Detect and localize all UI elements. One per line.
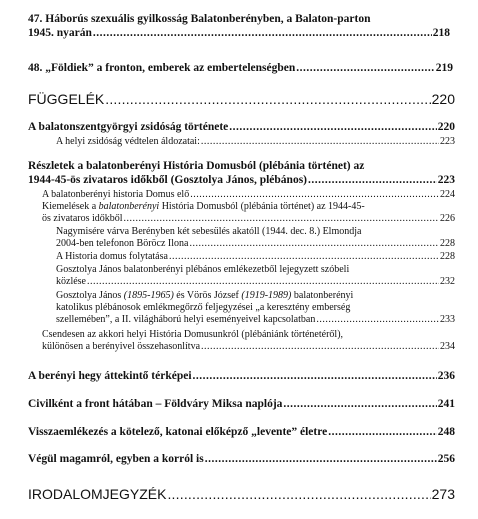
dot-leader bbox=[229, 121, 436, 135]
toc-subentry-priests-notes[interactable] bbox=[0, 290, 455, 326]
toc-subentry-historia-highlights[interactable] bbox=[0, 201, 455, 225]
toc-entry-about-myself[interactable] bbox=[0, 453, 455, 467]
dot-leader bbox=[167, 486, 430, 503]
page-number: 241 bbox=[437, 398, 455, 410]
toc-subentry-historia-intro[interactable] bbox=[0, 189, 455, 201]
page-number: 233 bbox=[440, 314, 455, 325]
entry-title: Civilként a front hátában – Földváry Miksa naplója bbox=[28, 398, 283, 410]
entry-title: 48. „Földiek” a fronton, emberek az embertelenségben bbox=[28, 62, 296, 74]
entry-title-line1b: és Vörös József bbox=[173, 290, 242, 301]
entry-title-line2: közlése bbox=[56, 276, 86, 287]
toc-subentry-wounded[interactable] bbox=[0, 226, 455, 250]
toc-subentry-oral-account[interactable] bbox=[0, 264, 455, 288]
page-number: 219 bbox=[435, 62, 453, 74]
dot-leader bbox=[93, 27, 432, 41]
dot-leader bbox=[316, 314, 439, 326]
toc-section-appendix[interactable] bbox=[0, 91, 455, 108]
page-number: 220 bbox=[431, 91, 455, 107]
dot-leader bbox=[169, 251, 439, 263]
entry-title: A balatonberényi historia Domus elő bbox=[42, 189, 190, 200]
page-number: 236 bbox=[437, 370, 455, 382]
toc-entry-levente[interactable] bbox=[0, 426, 455, 440]
page-number: 223 bbox=[437, 173, 455, 186]
dot-leader bbox=[308, 174, 437, 188]
dot-leader bbox=[201, 136, 439, 148]
entry-title-line2: különösen a berényivel összehasonlítva bbox=[42, 341, 201, 352]
dot-leader bbox=[124, 213, 439, 225]
page-number: 223 bbox=[440, 136, 455, 147]
dot-leader bbox=[190, 189, 439, 201]
toc-entry-historia-domus[interactable] bbox=[0, 160, 455, 188]
dot-leader bbox=[283, 398, 436, 412]
toc-entry-48[interactable] bbox=[0, 62, 453, 76]
dot-leader bbox=[189, 238, 439, 250]
entry-title-line1b: História Domusból (plébánia történet) az 1944-45- bbox=[159, 201, 365, 212]
entry-title: A Historia domus folytatása bbox=[56, 251, 168, 262]
dot-leader bbox=[87, 276, 439, 288]
toc-entry-47[interactable] bbox=[0, 13, 450, 41]
entry-title-line1: Nagymisére várva Berényben két sebesülés akatóll (1944. dec. 8.) Elmondja bbox=[56, 226, 362, 237]
entry-title: A helyi zsidóság védtelen áldozatai: bbox=[56, 136, 200, 147]
dot-leader bbox=[296, 62, 435, 76]
page-number: 232 bbox=[440, 276, 455, 287]
page-number: 226 bbox=[440, 213, 455, 224]
entry-title-line2: katolikus plébánosok emlékmegőrző feljegyzései „a keresztény emberség bbox=[56, 302, 351, 313]
toc-subentry-historia-continued[interactable] bbox=[0, 251, 455, 263]
page-number: 220 bbox=[437, 121, 455, 133]
entry-title: A balatonszentgyörgyi zsidóság története bbox=[28, 121, 229, 133]
page-number: 248 bbox=[437, 426, 455, 438]
entry-title: Végül magamról, egyben a korról is bbox=[28, 453, 204, 465]
page-number: 228 bbox=[440, 238, 455, 249]
entry-title-line1c: balatonberényi bbox=[291, 290, 354, 301]
toc-entry-maps[interactable] bbox=[0, 370, 455, 384]
section-title: IRODALOMJEGYZÉK bbox=[28, 486, 167, 502]
dot-leader bbox=[205, 453, 437, 467]
entry-title: A berényi hegy áttekintő térképei bbox=[28, 370, 192, 382]
entry-title-line1-italic1: (1895-1965) bbox=[123, 290, 174, 301]
entry-title-line1: Részletek a balatonberényi História Domusból (plébánia történet) az bbox=[28, 160, 365, 172]
entry-title-line1a: Kiemelések a bbox=[42, 201, 99, 212]
entry-title-line1-italic2: (1919-1989) bbox=[241, 290, 292, 301]
entry-title-line3: szellemében”, a II. világháború helyi eseményeivel kapcsolatban bbox=[56, 314, 316, 325]
page-number: 218 bbox=[432, 26, 450, 39]
toc-subentry-comparison[interactable] bbox=[0, 329, 455, 353]
toc-entry-civilian-diary[interactable] bbox=[0, 398, 455, 412]
page-number: 273 bbox=[431, 486, 455, 502]
page-number: 228 bbox=[440, 251, 455, 262]
entry-title-line1-italic: balatonberényi bbox=[98, 201, 160, 212]
section-title: FÜGGELÉK bbox=[28, 91, 105, 107]
entry-title-line2: 1945. nyarán bbox=[28, 26, 92, 39]
entry-title: Visszaemlékezés a kötelező, katonai előképző „levente” életre bbox=[28, 426, 328, 438]
entry-title-line2: 2004-ben telefonon Böröcz Ilona bbox=[56, 238, 189, 249]
entry-title-line2: ös zivataros időkből bbox=[42, 213, 123, 224]
dot-leader bbox=[193, 370, 437, 384]
entry-title-line1: 47. Háborús szexuális gyilkosság Balatonberényben, a Balaton-parton bbox=[28, 13, 371, 25]
entry-title-line1: Csendesen az akkori helyi História Domusunkról (plébániánk történetéről), bbox=[42, 329, 344, 340]
dot-leader bbox=[328, 426, 437, 440]
entry-title-line1a: Gosztolya János bbox=[56, 290, 124, 301]
page-number: 224 bbox=[440, 189, 455, 200]
page-number: 234 bbox=[440, 341, 455, 352]
toc-section-bibliography[interactable] bbox=[0, 486, 455, 503]
page-number: 256 bbox=[437, 453, 455, 465]
dot-leader bbox=[201, 341, 439, 353]
toc-subentry-jewish-victims[interactable] bbox=[0, 136, 455, 148]
entry-title-line1: Gosztolya János balatonberényi plébános emlékezetből lejegyzett szóbeli bbox=[56, 264, 350, 275]
entry-title-line2: 1944-45-ös zivataros időkből (Gosztolya János, plébános) bbox=[28, 173, 308, 186]
toc-entry-jewish-history[interactable] bbox=[0, 121, 455, 135]
dot-leader bbox=[105, 91, 430, 108]
